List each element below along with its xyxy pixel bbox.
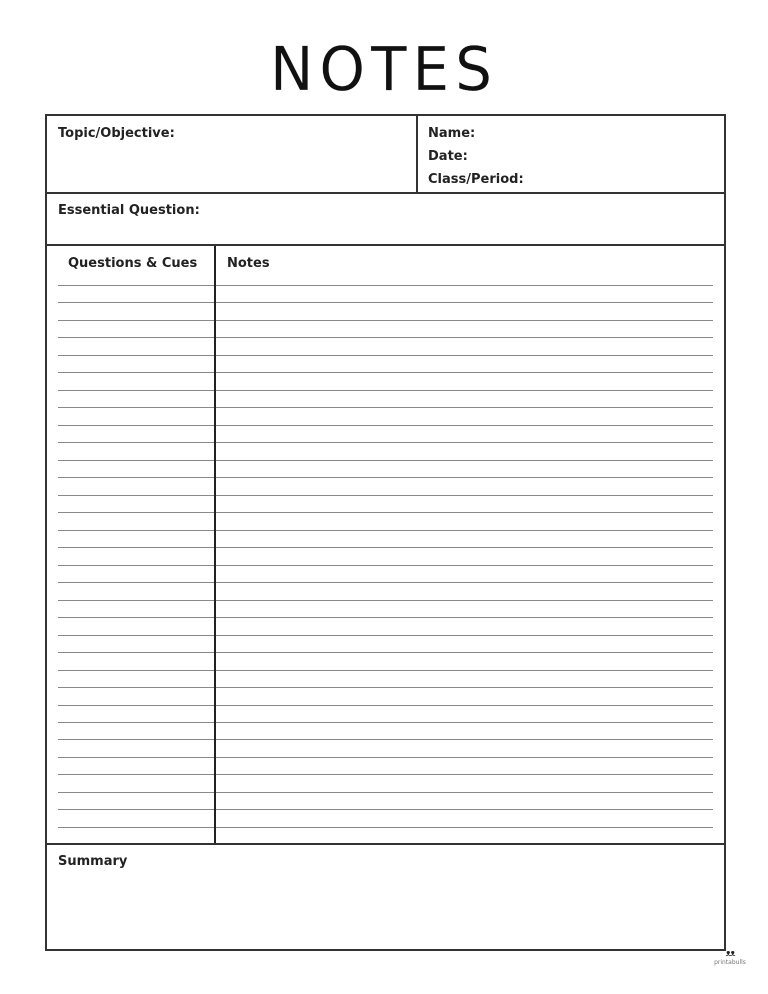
column-divider (214, 246, 216, 843)
logo-text: printabulls (714, 959, 746, 966)
note-rule-line (216, 827, 713, 828)
page-title (0, 34, 768, 104)
note-rule-line (216, 652, 713, 653)
note-rule-line (216, 809, 713, 810)
notes-header: Notes (227, 256, 270, 271)
cornell-notes-form (45, 114, 726, 951)
cue-rule-line (58, 477, 214, 478)
cue-rule-line (58, 425, 214, 426)
note-rule-line (216, 635, 713, 636)
cue-rule-line (58, 652, 214, 653)
questions-cues-header: Questions & Cues (68, 256, 198, 271)
cue-rule-line (58, 687, 214, 688)
note-rule-line (216, 582, 713, 583)
cue-rule-line (58, 670, 214, 671)
cue-rule-line (58, 495, 214, 496)
cue-rule-line (58, 565, 214, 566)
cue-rule-line (58, 827, 214, 828)
notes-section (47, 246, 724, 845)
header-section (47, 116, 724, 194)
note-rule-line (216, 705, 713, 706)
cue-rule-line (58, 442, 214, 443)
note-rule-line (216, 512, 713, 513)
note-rule-line (216, 687, 713, 688)
note-rule-line (216, 774, 713, 775)
note-rule-line (216, 302, 713, 303)
note-rule-line (216, 285, 713, 286)
cue-rule-line (58, 809, 214, 810)
summary-field[interactable] (47, 845, 724, 949)
cue-rule-line (58, 582, 214, 583)
note-rule-line (216, 425, 713, 426)
page-title-text: NOTES (270, 33, 498, 105)
cue-rule-line (58, 372, 214, 373)
cue-rule-line (58, 320, 214, 321)
cue-rule-line (58, 722, 214, 723)
note-rule-line (216, 757, 713, 758)
cue-rule-line (58, 530, 214, 531)
note-rule-line (216, 670, 713, 671)
bulldog-icon: ᴥᴥ (725, 949, 735, 959)
note-rule-line (216, 372, 713, 373)
cue-rule-line (58, 460, 214, 461)
cue-rule-line (58, 337, 214, 338)
essential-question-label: Essential Question: (58, 203, 200, 218)
cue-rule-line (58, 705, 214, 706)
cue-rule-line (58, 285, 214, 286)
note-rule-line (216, 355, 713, 356)
note-rule-line (216, 320, 713, 321)
note-rule-line (216, 495, 713, 496)
note-rule-line (216, 547, 713, 548)
cue-rule-line (58, 600, 214, 601)
note-rule-line (216, 337, 713, 338)
class-period-label: Class/Period: (428, 172, 524, 187)
note-rule-line (216, 722, 713, 723)
cue-rule-line (58, 774, 214, 775)
cue-rule-line (58, 355, 214, 356)
note-rule-line (216, 792, 713, 793)
cue-rule-line (58, 390, 214, 391)
essential-question-field[interactable] (47, 194, 724, 246)
printabulls-logo (712, 950, 748, 966)
note-rule-line (216, 460, 713, 461)
note-rule-line (216, 530, 713, 531)
note-rule-line (216, 407, 713, 408)
cue-rule-line (58, 739, 214, 740)
topic-objective-label: Topic/Objective: (58, 126, 175, 141)
summary-label: Summary (58, 854, 128, 869)
date-label: Date: (428, 149, 468, 164)
cue-rule-line (58, 547, 214, 548)
note-rule-line (216, 617, 713, 618)
cue-rule-line (58, 635, 214, 636)
note-rule-line (216, 477, 713, 478)
cue-rule-line (58, 407, 214, 408)
cue-rule-line (58, 792, 214, 793)
note-rule-line (216, 600, 713, 601)
note-rule-line (216, 390, 713, 391)
note-rule-line (216, 565, 713, 566)
cue-rule-line (58, 512, 214, 513)
note-rule-line (216, 442, 713, 443)
topic-objective-field[interactable] (47, 116, 418, 192)
cue-rule-line (58, 302, 214, 303)
cue-rule-line (58, 617, 214, 618)
name-label: Name: (428, 126, 476, 141)
note-rule-line (216, 739, 713, 740)
cue-rule-line (58, 757, 214, 758)
